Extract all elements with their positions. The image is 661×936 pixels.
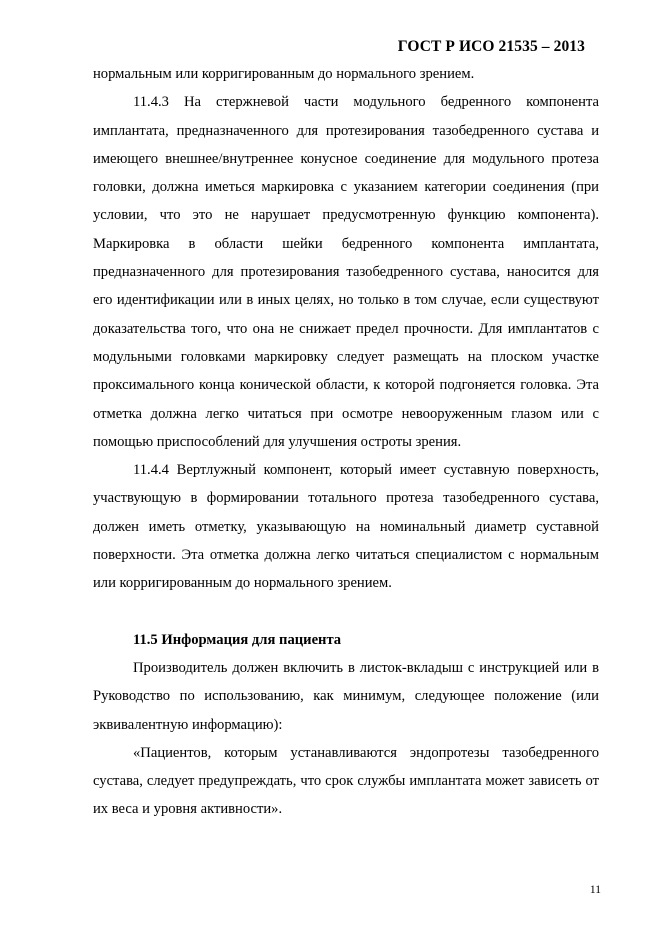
document-body — [93, 60, 599, 824]
paragraph-manufacturer-requirement: Производитель должен включить в листок-вкладыш с инструкцией или в Руководство по использованию, как минимум, следующее положение (или эквивалентную информацию): — [93, 659, 599, 733]
document-header: ГОСТ Р ИСО 21535 – 2013 — [397, 38, 585, 55]
paragraph-continuation: нормальным или корригированным до нормального зрением. — [93, 66, 475, 82]
page-number: 11 — [589, 884, 601, 896]
section-heading-11-5: 11.5 Информация для пациента — [133, 631, 342, 648]
paragraph-11-4-4: 11.4.4 Вертлужный компонент, который имеет суставную поверхность, участвующую в формировании тотального протеза тазобедренного сустава, должен иметь отметку, указывающую на номинальный диаметр суставной поверхности. Эта отметка должна легко читаться специалистом с нормальным или корригированным до нормального зрением. — [93, 462, 599, 592]
paragraph-11-4-3: 11.4.3 На стержневой части модульного бедренного компонента имплантата, предназначенного для протезирования тазобедренного сустава и имеющего внешнее/внутреннее конусное соединение для модульного протеза головки, должна иметься маркировка с указанием категории соединения (при условии, что это не нарушает предусмотренную функцию компонента). Маркировка в области шейки бедренного компонента имплантата, предназначенного для протезирования тазобедренного сустава, наносится для его идентификации или в иных целях, но только в том случае, если существуют доказательства того, что она не снижает предел прочности. Для имплантатов с модульными головками маркировку следует размещать на плоском участке проксимального конца конической области, к которой подгоняется головка. Эта отметка должна легко читаться при осмотре невооруженным глазом или с помощью приспособлений для улучшения остроты зрения. — [93, 94, 599, 450]
paragraph-patient-warning: «Пациентов, которым устанавливаются эндопротезы тазобедренного сустава, следует предупреждать, что срок службы имплантата может зависеть от их веса и уровня активности». — [93, 744, 599, 818]
